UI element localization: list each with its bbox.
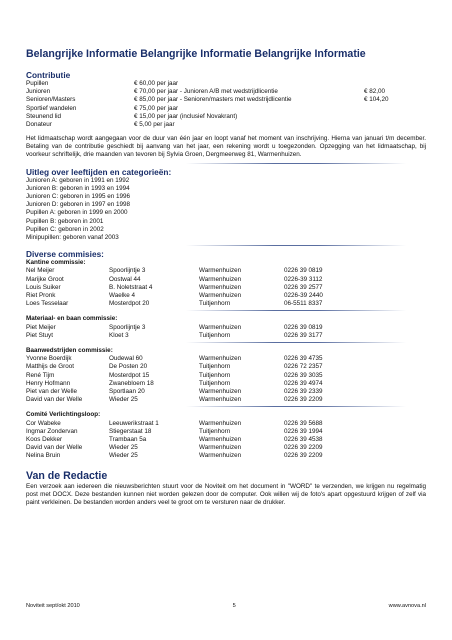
member-city: Warmenhuizen xyxy=(199,355,242,363)
commissies-list xyxy=(26,259,426,460)
page-footer xyxy=(26,603,426,609)
member-city: Warmenhuizen xyxy=(199,275,242,283)
contributie-table xyxy=(26,80,426,129)
member-city: Warmenhuizen xyxy=(199,396,242,404)
contributie-label: Donateur xyxy=(26,121,52,129)
member-row xyxy=(26,428,426,436)
leeftijd-line: Pupillen A: geboren in 1999 en 2000 xyxy=(26,209,128,217)
footer-issue: Noviteit sept/okt 2010 xyxy=(26,603,80,609)
leeftijd-line: Junioren A: geboren in 1991 en 1992 xyxy=(26,176,130,184)
member-name: Ingmar Zondervan xyxy=(26,427,78,435)
member-name: Yvonne Boerdijk xyxy=(26,355,72,363)
member-address: Wieder 25 xyxy=(109,444,138,452)
commissie-group xyxy=(26,411,426,460)
member-phone: 0226 39 2577 xyxy=(284,283,323,291)
member-address: Spoorlijntje 3 xyxy=(109,267,146,275)
member-phone: 0226 39 2209 xyxy=(284,452,323,460)
member-row xyxy=(26,292,426,300)
member-phone: 0226-39 3112 xyxy=(284,275,323,283)
contributie-extra xyxy=(364,105,414,113)
contributie-paragraph: Het lidmaatschap wordt aangegaan voor de duur van één jaar en loopt vanaf het moment van inschrijving. Hierna van januari t/m december. Betaling van de contributie geschiedt bij aanvang van het jaar, een rekening wordt u toegezonden. Opzegging van het lidmaatschap, bij voorkeur schriftelijk, drie maanden van tevoren bij Sylvia Groen, Dergmeerweg 81, Warmenhuizen. xyxy=(26,135,426,159)
member-row xyxy=(26,363,426,371)
member-name: David van der Welle xyxy=(26,396,83,404)
member-address: Trambaan 5a xyxy=(109,435,147,443)
member-name: Riet Pronk xyxy=(26,291,56,299)
redactie-paragraph: Een verzoek aan iedereen die nieuwsberichten stuurt voor de Noviteit om het document in "WORD" te verzenden, we krijgen nu regelmatig post met DOCX. Deze bestanden kunnen niet worden gelezen door de computer. Ook willen wij de foto's apart opgestuurd krijgen of zelf via paint verkleinen. De bestanden worden anders veel te groot om te versturen naar de drukker. xyxy=(26,482,426,506)
leeftijden-section xyxy=(26,167,426,243)
commissie-group xyxy=(26,259,426,308)
member-name: Piet Stuyt xyxy=(26,331,53,339)
member-name: Nel Meijer xyxy=(26,267,55,275)
contributie-amount: € 85,00 per jaar - Senioren/masters met wedstrijdlicentie xyxy=(134,96,292,104)
member-address: Oostwal 44 xyxy=(109,275,141,283)
redactie-section xyxy=(26,470,426,507)
contributie-label: Steunend lid xyxy=(26,112,62,120)
redactie-heading: Van de Redactie xyxy=(26,469,108,482)
member-row xyxy=(26,276,426,284)
leeftijd-line: Junioren C: geboren in 1995 en 1996 xyxy=(26,192,130,200)
member-address: Leeuwerikstraat 1 xyxy=(109,419,159,427)
member-phone: 0226-39 2440 xyxy=(284,291,323,299)
contributie-amount: € 5,00 per jaar xyxy=(134,121,175,129)
member-city: Warmenhuizen xyxy=(199,435,242,443)
commissie-name: Baanwedstrijden commissie: xyxy=(26,346,113,354)
member-address: Mosterdpot 20 xyxy=(109,300,150,308)
leeftijden-list xyxy=(26,177,426,243)
member-name: Marijke Groot xyxy=(26,275,64,283)
member-phone: 0226 39 2209 xyxy=(284,444,323,452)
member-address: Sportlaan 20 xyxy=(109,387,145,395)
member-address: Wieder 25 xyxy=(109,452,138,460)
footer-page-number: 5 xyxy=(232,603,236,609)
member-row xyxy=(26,396,426,404)
member-address: Oudewal 60 xyxy=(109,355,143,363)
commissie-name: Comité Verlichtingsloop: xyxy=(26,411,101,419)
contributie-row xyxy=(26,113,426,121)
commissie-name: Kantine commissie: xyxy=(26,259,86,267)
member-row xyxy=(26,444,426,452)
member-city: Warmenhuizen xyxy=(199,323,242,331)
contributie-row xyxy=(26,96,426,104)
contributie-amount: € 70,00 per jaar - Junioren A/B met wedstrijdlicentie xyxy=(134,88,278,96)
leeftijd-line: Minipupillen: geboren vanaf 2003 xyxy=(26,233,119,241)
member-address: Zwanebloem 18 xyxy=(109,379,154,387)
member-phone: 0226 39 0819 xyxy=(284,323,323,331)
member-city: Warmenhuizen xyxy=(199,444,242,452)
contributie-label: Junioren xyxy=(26,88,51,96)
contributie-label: Sportief wandelen xyxy=(26,104,77,112)
member-city: Warmenhuizen xyxy=(199,283,242,291)
page-title: Belangrijke Informatie Belangrijke Informatie Belangrijke Informatie xyxy=(26,48,366,60)
member-phone: 0226 39 3177 xyxy=(284,331,323,339)
member-name: Louis Suiker xyxy=(26,283,61,291)
member-city: Warmenhuizen xyxy=(199,452,242,460)
contributie-label: Senioren/Masters xyxy=(26,96,76,104)
commissie-group xyxy=(26,315,426,340)
member-row xyxy=(26,355,426,363)
member-name: Matthijs de Groot xyxy=(26,363,74,371)
member-row xyxy=(26,436,426,444)
contributie-section xyxy=(26,70,426,160)
leeftijden-heading: Uitleg over leeftijden en categorieën: xyxy=(26,166,172,177)
member-phone: 06-5511 8337 xyxy=(284,300,323,308)
leeftijd-line: Junioren D: geboren in 1997 en 1998 xyxy=(26,201,130,209)
member-city: Tuitjenhorn xyxy=(199,371,231,379)
member-city: Tuitjenhorn xyxy=(199,379,231,387)
member-row xyxy=(26,388,426,396)
contributie-amount: € 75,00 per jaar xyxy=(134,104,179,112)
contributie-extra: € 82,00 xyxy=(364,88,386,96)
commissies-heading: Diverse commisies: xyxy=(26,249,104,260)
member-row xyxy=(26,267,426,275)
member-city: Warmenhuizen xyxy=(199,291,242,299)
member-row xyxy=(26,380,426,388)
member-row xyxy=(26,372,426,380)
document-page xyxy=(26,48,426,507)
member-phone: 0226 39 2339 xyxy=(284,387,323,395)
member-name: Cor Wabeke xyxy=(26,419,61,427)
contributie-row xyxy=(26,105,426,113)
contributie-amount: € 15,00 per jaar (inclusief Novakrant) xyxy=(134,112,238,120)
contributie-extra xyxy=(364,80,414,88)
member-name: Piet van der Welle xyxy=(26,387,77,395)
member-phone: 0226 39 3035 xyxy=(284,371,323,379)
member-phone: 0226 39 0819 xyxy=(284,267,323,275)
member-address: De Posten 20 xyxy=(109,363,148,371)
contributie-label: Pupillen xyxy=(26,80,49,87)
contributie-row xyxy=(26,121,426,129)
member-phone: 0226 39 4735 xyxy=(284,355,323,363)
member-city: Tuitjenhorn xyxy=(199,363,231,371)
member-row xyxy=(26,420,426,428)
member-address: Waelke 4 xyxy=(109,291,136,299)
member-city: Tuitjenhorn xyxy=(199,331,231,339)
member-name: Nelina Bruin xyxy=(26,452,61,460)
contributie-amount: € 60,00 per jaar xyxy=(134,80,179,87)
footer-website: www.avnova.nl xyxy=(388,603,426,609)
member-address: B. Noletstraat 4 xyxy=(109,283,153,291)
member-address: Wieder 25 xyxy=(109,396,138,404)
member-phone: 0226 39 4974 xyxy=(284,379,323,387)
member-phone: 0226 72 2357 xyxy=(284,363,323,371)
member-name: Loes Tesselaar xyxy=(26,300,69,308)
commissie-group xyxy=(26,347,426,404)
contributie-extra xyxy=(364,121,414,129)
member-name: Piet Meijer xyxy=(26,323,56,331)
commissie-name: Materiaal- en baan commissie: xyxy=(26,315,118,323)
contributie-row xyxy=(26,80,426,88)
member-name: René Tijm xyxy=(26,371,55,379)
contributie-extra: € 104,20 xyxy=(364,96,389,104)
member-address: Kloet 3 xyxy=(109,331,129,339)
leeftijd-line: Pupillen C: geboren in 2002 xyxy=(26,225,104,233)
member-address: Stiegerstaat 18 xyxy=(109,427,152,435)
member-row xyxy=(26,284,426,292)
member-row xyxy=(26,332,426,340)
member-phone: 0226 39 1994 xyxy=(284,427,323,435)
member-city: Tuitjenhorn xyxy=(199,427,231,435)
member-row xyxy=(26,452,426,460)
leeftijd-line: Junioren B: geboren in 1993 en 1994 xyxy=(26,184,130,192)
member-phone: 0226 39 2209 xyxy=(284,396,323,404)
member-name: Henry Hofmann xyxy=(26,379,71,387)
member-phone: 0226 39 5688 xyxy=(284,419,323,427)
member-name: David van der Welle xyxy=(26,444,83,452)
member-city: Warmenhuizen xyxy=(199,267,242,275)
member-city: Warmenhuizen xyxy=(199,419,242,427)
commissies-section xyxy=(26,249,426,460)
contributie-row xyxy=(26,88,426,96)
member-city: Tuitjenhorn xyxy=(199,300,231,308)
member-row xyxy=(26,324,426,332)
contributie-heading: Contributie xyxy=(26,70,71,80)
contributie-extra xyxy=(364,113,414,121)
leeftijd-line: Pupillen B: geboren in 2001 xyxy=(26,217,104,225)
member-address: Spoorlijntje 3 xyxy=(109,323,146,331)
member-city: Warmenhuizen xyxy=(199,387,242,395)
member-address: Mosterdpot 15 xyxy=(109,371,150,379)
member-name: Koos Dekker xyxy=(26,435,63,443)
member-phone: 0226 39 4538 xyxy=(284,435,323,443)
member-row xyxy=(26,300,426,308)
